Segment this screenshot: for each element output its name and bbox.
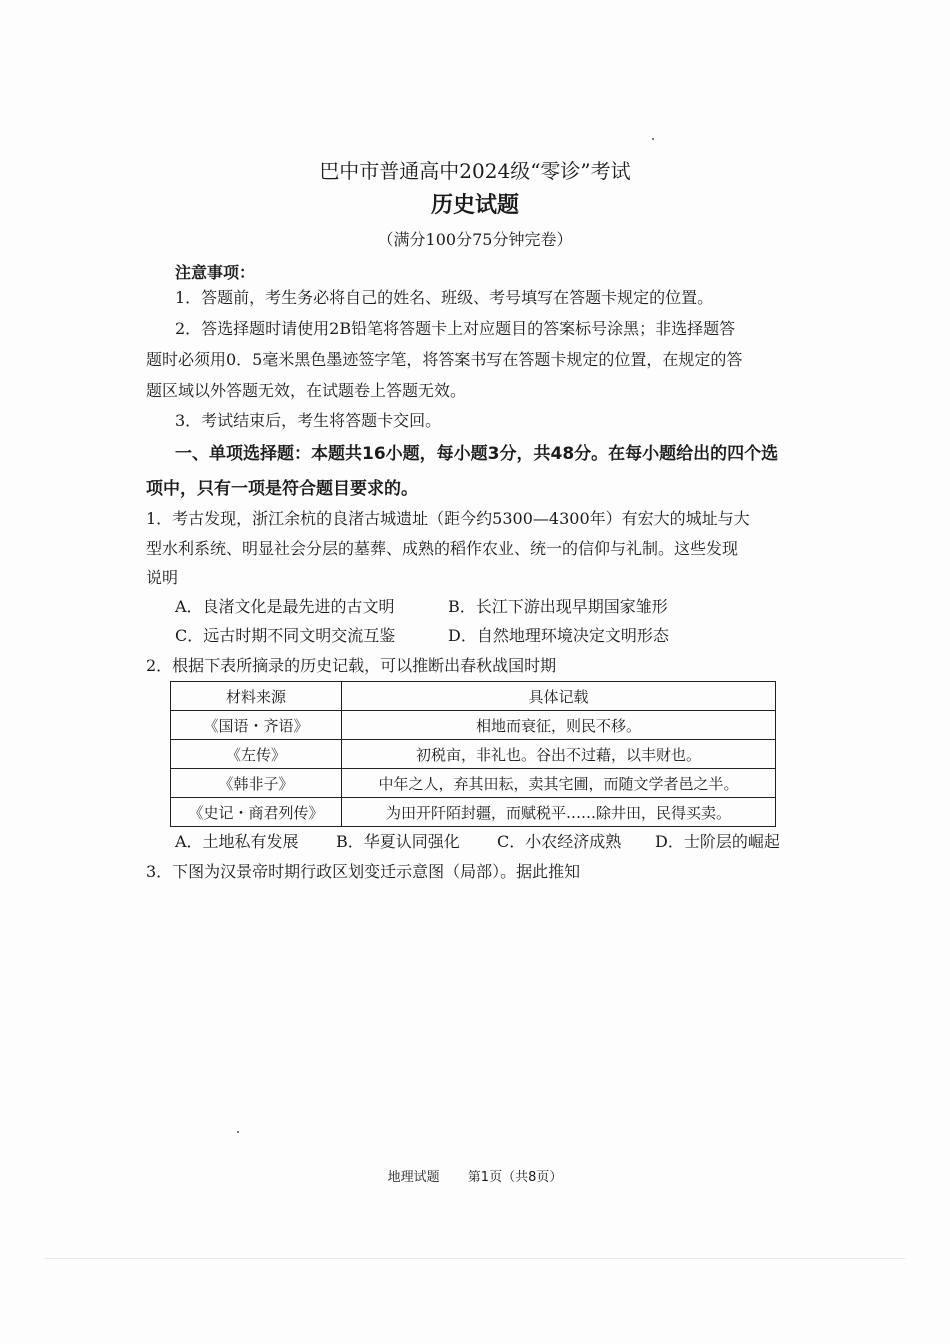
table-cell-record: 为田开阡陌封疆，而赋税平……除井田，民得买卖。 [342,798,776,827]
question-1-stem: 说明 [146,568,179,587]
notice-line: 1．答题前，考生务必将自己的姓名、班级、考号填写在答题卡规定的位置。 [175,288,714,307]
table-row [171,711,776,740]
table-cell-record: 中年之人，弃其田耘，卖其宅圃，而随文学者邑之半。 [342,769,776,798]
notice-line: 3．考试结束后，考生将答题卡交回。 [175,411,442,430]
notice-heading: 注意事项： [175,263,256,282]
notice-line: 题时必须用0．5毫米黑色墨迹签字笔，将答案书写在答题卡规定的位置，在规定的答 [146,350,743,369]
table-cell-source: 《左传》 [171,740,342,769]
table-cell-record: 相地而衰征，则民不移。 [342,711,776,740]
section-heading: 一、单项选择题：本题共16小题，每小题3分，共48分。在每小题给出的四个选 [175,444,779,464]
table-header-record: 具体记载 [342,682,776,711]
question-2-option-a: A．土地私有发展 [175,832,299,851]
table-row [171,740,776,769]
question-1-stem: 1．考古发现，浙江余杭的良渚古城遗址（距今约5300—4300年）有宏大的城址与大 [146,509,750,528]
notice-line: 题区域以外答题无效，在试题卷上答题无效。 [146,381,467,400]
question-1-option-d: D．自然地理环境决定文明形态 [448,626,669,645]
question-1-option-a: A．良渚文化是最先进的古文明 [175,597,395,616]
question-2-option-b: B．华夏认同强化 [336,832,460,851]
question-2-stem: 2．根据下表所摘录的历史记载，可以推断出春秋战国时期 [146,656,557,675]
question-1-stem: 型水利系统、明显社会分层的墓葬、成熟的稻作农业、统一的信仰与礼制。这些发现 [146,539,739,558]
subject-title: 历史试题 [430,193,519,218]
page-bottom-divider [45,1258,905,1259]
section-heading: 项中，只有一项是符合题目要求的。 [146,479,418,499]
footer-subject: 地理试题 [387,1170,440,1185]
table-header-row [171,682,776,711]
table-header-source: 材料来源 [171,682,342,711]
table-cell-source: 《史记・商君列传》 [171,798,342,827]
table-cell-source: 《韩非子》 [171,769,342,798]
score-time-note: （满分100分75分钟完卷） [377,230,573,249]
question-2-option-d: D．士阶层的崛起 [655,832,780,851]
table-cell-source: 《国语・齐语》 [171,711,342,740]
question-1-option-b: B．长江下游出现早期国家雏形 [448,597,668,616]
notice-line: 2．答选择题时请使用2B铅笔将答题卡上对应题目的答案标号涂黑；非选择题答 [175,319,736,338]
table-row [171,769,776,798]
page-footer [0,1166,950,1185]
historical-records-table [170,681,776,827]
exam-title: 巴中市普通高中2024级“零诊”考试 [319,159,631,183]
table-row [171,798,776,827]
footer-page-number: 第1页（共8页） [467,1170,563,1185]
scan-speck [652,138,654,140]
question-3-stem: 3．下图为汉景帝时期行政区划变迁示意图（局部）。据此推知 [146,862,581,881]
question-2-option-c: C．小农经济成熟 [497,832,622,851]
scan-speck [237,1131,239,1133]
table-cell-record: 初税亩，非礼也。谷出不过藉，以丰财也。 [342,740,776,769]
question-1-option-c: C．远古时期不同文明交流互鉴 [175,626,396,645]
